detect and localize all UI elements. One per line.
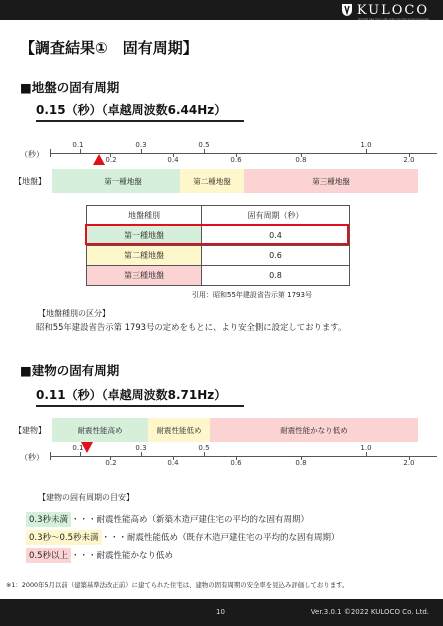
legend-item-low <box>26 529 340 545</box>
ground-band-row <box>14 169 434 193</box>
tick-label: 0.8 <box>295 459 307 467</box>
tick-label: 0.2 <box>105 459 117 467</box>
axis-tick <box>141 149 142 153</box>
version-copyright: Ver.3.0.1 ©2022 KULOCO Co. Ltd. <box>310 608 429 616</box>
footnote: ※1：2000年5月以前（建築基準法改正前）に建てられた住宅は、建物の固有周期の安全率を見込み評価しております。 <box>6 581 349 589</box>
building-band-low: 耐震性能低め <box>148 418 210 442</box>
table-row <box>87 266 350 286</box>
axis-tick <box>50 149 51 157</box>
legend-text: ・・・耐震性能低め（既存木造戸建住宅の平均的な固有周期） <box>101 533 340 543</box>
brand-tagline: Knight has Your Life onto On the Good Grounds <box>358 17 429 21</box>
selected-row-highlight <box>85 224 349 245</box>
ground-period-title: 0.15（秒）（卓越周波数6.44Hz） <box>36 103 227 117</box>
table-cell-period: 0.6 <box>202 246 350 266</box>
ground-section-title: ■地盤の固有周期 <box>20 80 120 95</box>
page-title: 【調査結果① 固有周期】 <box>20 39 198 57</box>
tick-label: 2.0 <box>403 156 415 164</box>
top-bar <box>0 0 443 20</box>
building-period-title: 0.11（秒）（卓越周波数8.71Hz） <box>36 388 227 402</box>
axis-unit: （秒） <box>20 453 44 462</box>
tick-label: 0.1 <box>72 444 84 452</box>
axis-tick <box>50 452 51 460</box>
axis-line <box>50 153 437 154</box>
legend-item-high <box>26 511 309 527</box>
table-header: 地盤種別 <box>87 206 202 226</box>
tick-label: 0.8 <box>295 156 307 164</box>
ground-band-type1: 第一種地盤 <box>52 169 194 193</box>
table-header: 固有周期（秒） <box>202 206 350 226</box>
tick-label: 0.5 <box>198 141 210 149</box>
tick-label: 0.3 <box>135 444 147 452</box>
page-number: 10 <box>216 608 225 616</box>
axis-line <box>50 456 437 457</box>
axis-tick <box>204 149 205 153</box>
building-band-row <box>14 418 434 442</box>
ground-band-type2: 第二種地盤 <box>180 169 244 193</box>
tick-label: 0.4 <box>167 459 179 467</box>
table-cell-period: 0.8 <box>202 266 350 286</box>
legend-item-very-low <box>26 547 173 563</box>
building-band-high: 耐震性能高め <box>52 418 148 442</box>
ground-note-body: 昭和55年建設省告示第 1793号の定めをもとに、より安全側に設定しております。 <box>36 322 347 332</box>
brand-name: KULOCO <box>356 2 429 18</box>
building-section-title: ■建物の固有周期 <box>20 363 120 378</box>
axis-tick <box>80 149 81 153</box>
tick-label: 1.0 <box>360 141 372 149</box>
building-row-label: 【建物】 <box>14 425 46 435</box>
ground-band-type3: 第三種地盤 <box>244 169 418 193</box>
axis-tick <box>204 452 205 456</box>
tick-label: 2.0 <box>403 459 415 467</box>
building-band-very-low: 耐震性能かなり低め <box>210 418 418 442</box>
ground-note-title: 【地盤種別の区分】 <box>38 309 110 318</box>
tick-label: 0.6 <box>230 156 242 164</box>
tick-label: 0.5 <box>198 444 210 452</box>
axis-tick <box>366 149 367 153</box>
shield-icon <box>340 3 354 17</box>
ground-title-underline <box>36 120 244 122</box>
table-cell-type: 第一種地盤 <box>87 226 202 246</box>
legend-text: ・・・耐震性能かなり低め <box>71 551 174 561</box>
building-legend-title: 【建物の固有周期の目安】 <box>38 493 134 502</box>
building-period-axis <box>20 443 420 473</box>
tick-label: 0.6 <box>230 459 242 467</box>
axis-tick <box>366 452 367 456</box>
axis-tick <box>80 452 81 456</box>
table-cell-type: 第三種地盤 <box>87 266 202 286</box>
legend-range: 0.3秒未満 <box>26 512 71 527</box>
footer-bar <box>0 599 443 626</box>
table-header-row <box>87 206 350 226</box>
tick-label: 0.4 <box>167 156 179 164</box>
tick-label: 0.1 <box>72 141 84 149</box>
table-row <box>87 246 350 266</box>
table-cell-period: 0.4 <box>202 226 350 246</box>
table-cell-type: 第二種地盤 <box>87 246 202 266</box>
tick-label: 0.2 <box>105 156 117 164</box>
ground-row-label: 【地盤】 <box>14 176 46 186</box>
ground-period-marker <box>93 154 105 165</box>
axis-unit: （秒） <box>20 150 44 159</box>
ground-period-axis <box>20 140 420 170</box>
building-title-underline <box>36 405 244 407</box>
table-citation: 引用：昭和55年建設省告示第 1793号 <box>192 291 312 299</box>
legend-range: 0.3秒～0.5秒未満 <box>26 530 102 545</box>
tick-label: 1.0 <box>360 444 372 452</box>
ground-type-table <box>86 205 350 286</box>
tick-label: 0.3 <box>135 141 147 149</box>
brand-logo <box>340 2 429 21</box>
legend-text: ・・・耐震性能高め（新築木造戸建住宅の平均的な固有周期） <box>71 515 310 525</box>
axis-tick <box>141 452 142 456</box>
legend-range: 0.5秒以上 <box>26 548 71 563</box>
